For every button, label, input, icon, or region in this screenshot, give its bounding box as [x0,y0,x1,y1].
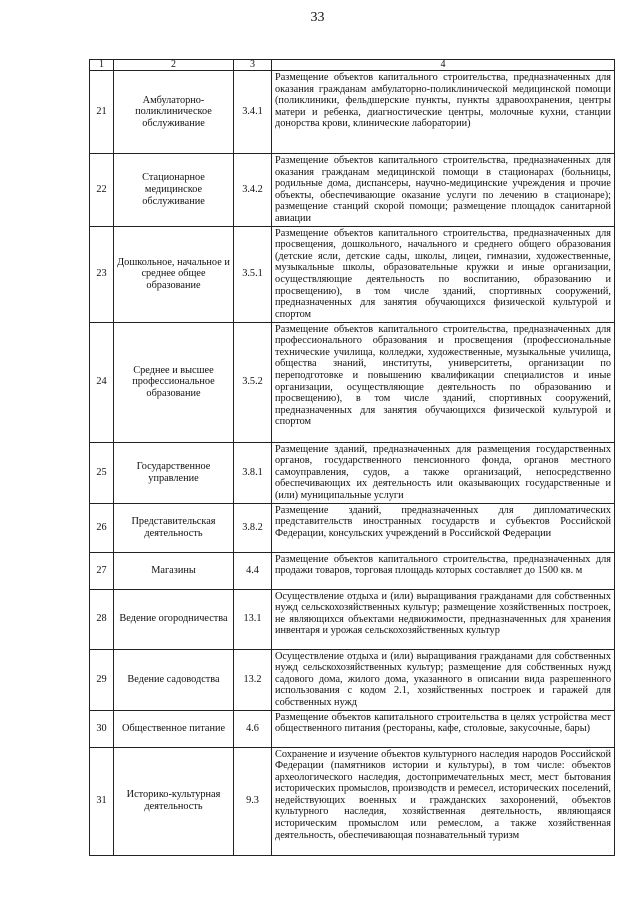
use-type-name: Среднее и высшее профессиональное образование [114,322,234,442]
use-type-name: Амбулаторно-поликлиническое обслуживание [114,71,234,154]
use-type-code: 9.3 [234,747,272,855]
table-row [90,710,615,747]
column-number: 4 [272,60,615,71]
column-number: 2 [114,60,234,71]
table-row [90,71,615,154]
table-row [90,747,615,855]
use-type-code: 4.6 [234,710,272,747]
table-row [90,226,615,322]
use-type-description: Размещение зданий, предназначенных для дипломатических представительств иностранных государств и субъектов Российской Федерации, консульских учреждений в Российской Федерации [272,503,615,552]
table-row [90,442,615,503]
use-type-code: 13.2 [234,649,272,710]
row-number: 21 [90,71,114,154]
page-number: 33 [310,10,325,25]
use-type-description: Осуществление отдыха и (или) выращивания гражданами для собственных нужд сельскохозяйственных культур; размещение хозяйственных построек, не являющихся объектами недвижимости, предназначенных для хранения инвентаря и урожая сельскохозяйственных культур [272,589,615,649]
row-number: 26 [90,503,114,552]
use-type-name: Общественное питание [114,710,234,747]
table-row [90,154,615,227]
use-type-name: Магазины [114,552,234,589]
row-number: 29 [90,649,114,710]
row-number: 28 [90,589,114,649]
table-row [90,649,615,710]
use-type-name: Историко-культурная деятельность [114,747,234,855]
use-type-description: Размещение объектов капитального строительства, предназначенных для профессионального образования и просвещения (профессиональные технические училища, колледжи, художественные, музыкальные училища, общества знаний, институты, университеты, организации по переподготовке и повышению квалификации специалистов и иные организации, осуществляющие деятельность по образованию и просвещению), в том числе зданий, спортивных сооружений, предназначенных для занятия обучающихся физической культурой и спортом [272,322,615,442]
use-type-name: Дошкольное, начальное и среднее общее образование [114,226,234,322]
use-type-name: Представительская деятельность [114,503,234,552]
use-type-code: 3.5.1 [234,226,272,322]
use-type-description: Размещение объектов капитального строительства, предназначенных для оказания гражданам амбулаторно-поликлинической медицинской помощи (поликлиники, фельдшерские пункты, пункты здравоохранения, центры матери и ребенка, диагностические центры, молочные кухни, станции донорства крови, клинические лаборатории) [272,71,615,154]
use-type-name: Стационарное медицинское обслуживание [114,154,234,227]
land-use-table [89,59,615,856]
use-type-description: Размещение зданий, предназначенных для размещения государственных органов, государственного пенсионного фонда, органов местного самоуправления, судов, а также организаций, непосредственно обеспечивающих их деятельность или оказывающих государственные и (или) муниципальные услуги [272,442,615,503]
use-type-name: Ведение огородничества [114,589,234,649]
use-type-description: Сохранение и изучение объектов культурного наследия народов Российской Федерации (памятников истории и культуры), в том числе: объектов археологического наследия, достопримечательных мест, мест бытования исторических промыслов, производств и ремесел, исторических поселений, недействующих военных и гражданских захоронений, объектов культурного наследия, хозяйственная деятельность, являющаяся историческим промыслом или ремеслом, а также хозяйственная деятельность, обеспечивающая познавательный туризм [272,747,615,855]
use-type-code: 4.4 [234,552,272,589]
column-number-row [90,60,615,71]
use-type-code: 3.4.2 [234,154,272,227]
row-number: 27 [90,552,114,589]
use-type-description: Размещение объектов капитального строительства, предназначенных для оказания гражданам медицинской помощи в стационарах (больницы, родильные дома, диспансеры, научно-медицинские учреждения и прочие объекты, обеспечивающие оказание услуги по лечению в стационаре); размещение станций скорой помощи; размещение площадок санитарной авиации [272,154,615,227]
row-number: 22 [90,154,114,227]
use-type-description: Размещение объектов капитального строительства, предназначенных для продажи товаров, торговая площадь которых составляет до 1500 кв. м [272,552,615,589]
use-type-code: 3.4.1 [234,71,272,154]
use-type-code: 13.1 [234,589,272,649]
row-number: 25 [90,442,114,503]
column-number: 1 [90,60,114,71]
use-type-description: Осуществление отдыха и (или) выращивания гражданами для собственных нужд сельскохозяйственных культур; размещение для собственных нужд садового дома, жилого дома, указанного в описании вида разрешенного использования с кодом 2.1, хозяйственных построек и гаражей для собственных нужд [272,649,615,710]
use-type-code: 3.8.1 [234,442,272,503]
row-number: 24 [90,322,114,442]
row-number: 23 [90,226,114,322]
table-row [90,503,615,552]
use-type-name: Ведение садоводства [114,649,234,710]
row-number: 31 [90,747,114,855]
use-type-name: Государственное управление [114,442,234,503]
table-row [90,322,615,442]
table-row [90,552,615,589]
column-number: 3 [234,60,272,71]
use-type-code: 3.5.2 [234,322,272,442]
use-type-description: Размещение объектов капитального строительства в целях устройства мест общественного питания (рестораны, кафе, столовые, закусочные, бары) [272,710,615,747]
use-type-description: Размещение объектов капитального строительства, предназначенных для просвещения, дошкольного, начального и среднего общего образования (детские ясли, детские сады, школы, лицеи, гимназии, художественные, музыкальные школы, образовательные кружки и иные организации, осуществляющие деятельность по воспитанию, образованию и просвещению), в том числе зданий, спортивных сооружений, предназначенных для занятия обучающихся физической культурой и спортом [272,226,615,322]
use-type-code: 3.8.2 [234,503,272,552]
table-row [90,589,615,649]
row-number: 30 [90,710,114,747]
